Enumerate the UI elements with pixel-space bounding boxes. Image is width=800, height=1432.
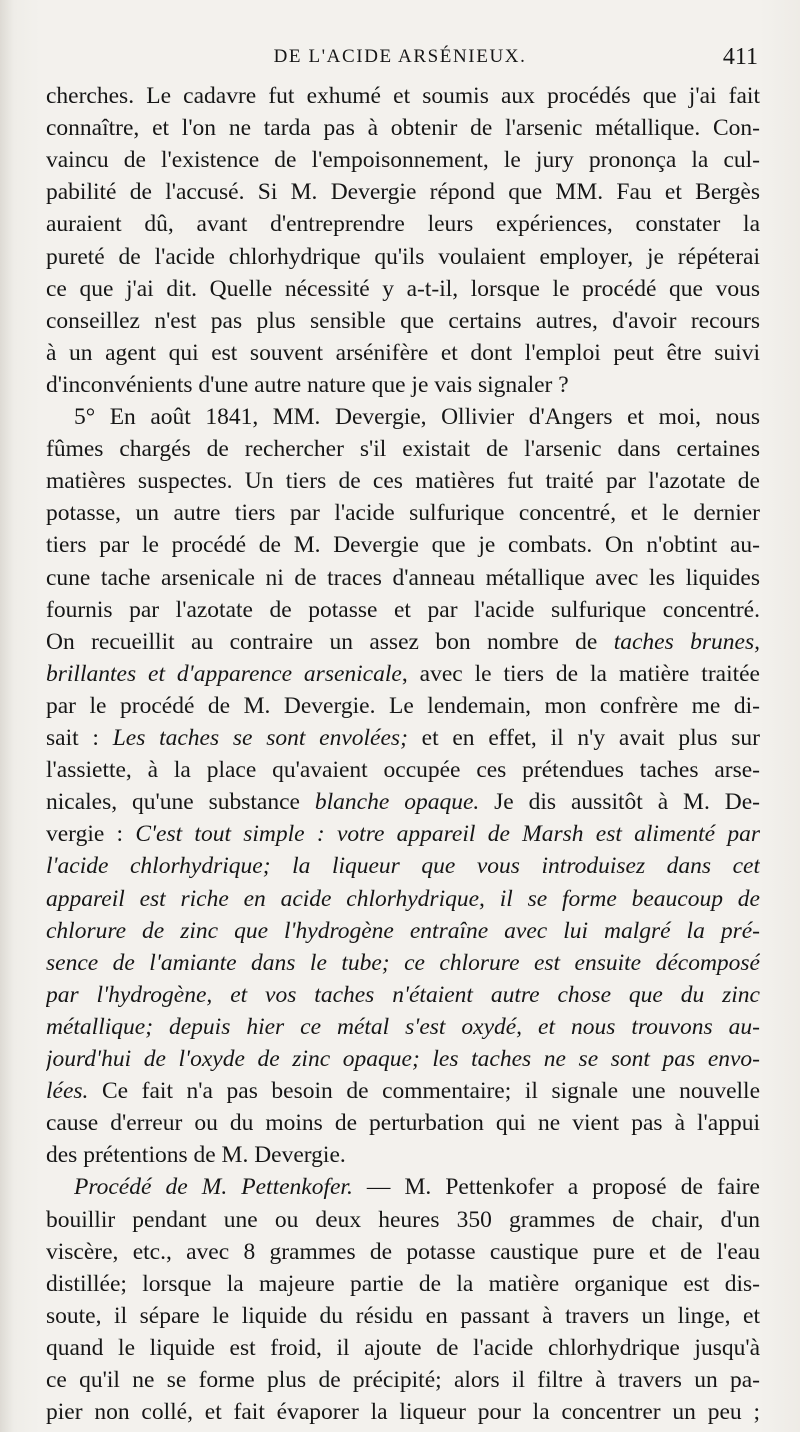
text-line: [46, 754, 760, 786]
text-segment: vergie :: [46, 821, 136, 848]
text-line: [46, 947, 760, 979]
text-segment: pabilité de l'accusé. Si M. Devergie répond que MM. Fau et Bergès: [46, 179, 760, 206]
text-segment: On recueillit au contraire un assez bon nombre de: [46, 628, 614, 655]
text-segment: sait :: [46, 725, 113, 751]
text-line: [46, 208, 760, 240]
text-line: [46, 369, 760, 401]
text-segment: viscère, etc., avec 8 grammes de potasse caustique pure et de l'eau: [46, 1238, 760, 1265]
text-line: [46, 176, 760, 208]
text-segment: bouillir pendant une ou deux heures 350 grammes de chair, d'un: [46, 1206, 760, 1233]
text-segment: cune tache arsenicale ni de traces d'anneau métallique avec les liquides: [46, 564, 760, 591]
italic-segment: chlorure de zinc que l'hydrogène entraîne avec lui malgré la pré-: [46, 917, 760, 944]
text-segment: auraient dû, avant d'entreprendre leurs expériences, constater la: [46, 211, 760, 238]
text-line: [46, 529, 760, 561]
italic-segment: Procédé de M. Pettenkofer.: [74, 1174, 353, 1201]
text-segment: Ce fait n'a pas besoin de commentaire; il signale une nouvelle: [88, 1078, 760, 1105]
italic-segment: blanche opaque.: [314, 789, 480, 816]
text-line: [46, 80, 760, 112]
text-line: [46, 144, 760, 176]
text-line: [46, 337, 760, 369]
text-segment: l'assiette, à la place qu'avaient occupée ces prétendues taches arse-: [46, 757, 760, 784]
italic-segment: taches brunes,: [613, 628, 760, 655]
text-segment: soute, il sépare le liquide du résidu en passant à travers un linge, et: [46, 1302, 760, 1329]
text-segment: potasse, un autre tiers par l'acide sulfurique concentré, et le dernier: [46, 500, 760, 527]
text-segment: ce que j'ai dit. Quelle nécessité y a-t-il, lorsque le procédé que vous: [46, 275, 760, 302]
text-line: [46, 594, 760, 626]
text-segment: des prétentions de M. Devergie.: [46, 1142, 346, 1169]
text-line: [46, 850, 760, 882]
text-line: [46, 818, 760, 850]
text-line: [46, 562, 760, 594]
italic-segment: métallique; depuis hier ce métal s'est oxydé, et nous trouvons au-: [46, 1013, 760, 1040]
text-line: [46, 1139, 760, 1171]
text-line: [46, 1011, 760, 1043]
text-segment: vaincu de l'existence de l'empoisonnement, le jury prononça la cul-: [46, 147, 760, 174]
text-line: [46, 433, 760, 465]
running-head: [0, 44, 800, 74]
text-segment: 5° En août 1841, MM. Devergie, Ollivier d'Angers et moi, nous: [74, 404, 760, 430]
text-line: [74, 401, 760, 433]
text-line: [46, 465, 760, 497]
text-segment: quand le liquide est froid, il ajoute de l'acide chlorhydrique jusqu'à: [46, 1334, 760, 1361]
italic-segment: l'acide chlorhydrique; la liqueur que vous introduisez dans cet: [46, 853, 760, 880]
italic-segment: Les taches se sont envolées;: [112, 725, 408, 751]
text-segment: à un agent qui est souvent arsénifère et dont l'emploi peut être suivi: [46, 339, 760, 366]
text-line: [46, 112, 760, 144]
italic-segment: sence de l'amiante dans le tube; ce chlorure est ensuite décomposé: [46, 949, 760, 976]
text-segment: , avec le tiers de la matière traitée: [401, 660, 760, 687]
text-line: [46, 305, 760, 337]
text-segment: et en effet, il n'y avait plus sur: [407, 725, 760, 751]
text-line: [46, 273, 760, 305]
italic-segment: appareil est riche en acide chlorhydrique, il se forme beaucoup de: [46, 885, 760, 912]
italic-segment: jourd'hui de l'oxyde de zinc opaque; les taches ne se sont pas envo-: [46, 1046, 760, 1072]
text-line: [46, 1332, 760, 1364]
text-segment: fûmes chargés de rechercher s'il existait de l'arsenic dans certaines: [46, 436, 760, 463]
text-line: [46, 626, 760, 658]
text-segment: fournis par l'azotate de potasse et par l'acide sulfurique concentré.: [46, 596, 760, 623]
italic-segment: par l'hydrogène, et vos taches n'étaient autre chose que du zinc: [46, 981, 760, 1008]
text-line: [46, 883, 760, 915]
text-segment: cherches. Le cadavre fut exhumé et soumis aux procédés que j'ai fait: [46, 83, 760, 109]
text-segment: cause d'erreur ou du moins de perturbation qui ne vient pas à l'appui: [46, 1110, 760, 1137]
text-line: [46, 1268, 760, 1300]
text-line: [46, 241, 760, 273]
text-line: [46, 1107, 760, 1139]
text-line: [46, 1236, 760, 1268]
running-head-title: DE L'ACIDE ARSÉNIEUX.: [273, 46, 527, 67]
text-segment: conseillez n'est pas plus sensible que certains autres, d'avoir recours: [46, 307, 760, 334]
text-line: [46, 915, 760, 947]
text-segment: tiers par le procédé de M. Devergie que je combats. On n'obtint au-: [46, 532, 760, 559]
text-segment: ce qu'il ne se forme plus de précipité; alors il filtre à travers un pa-: [46, 1367, 760, 1393]
italic-segment: brillantes et d'apparence arsenicale: [46, 660, 402, 687]
text-segment: matières suspectes. Un tiers de ces matières fut traité par l'azotate de: [46, 468, 760, 495]
text-line: [46, 690, 760, 722]
text-segment: d'inconvénients d'une autre nature que je vais signaler ?: [46, 371, 569, 398]
text-segment: connaître, et l'on ne tarda pas à obtenir de l'arsenic métallique. Con-: [46, 115, 760, 142]
text-segment: par le procédé de M. Devergie. Le lendemain, mon confrère me di-: [46, 692, 760, 719]
text-line: [46, 1043, 760, 1075]
text-line: [46, 1075, 760, 1107]
text-segment: pier non collé, et fait évaporer la liqueur pour la concentrer un peu ;: [46, 1399, 760, 1426]
page-number: 411: [722, 44, 758, 70]
italic-segment: lées.: [46, 1078, 89, 1105]
text-segment: pureté de l'acide chlorhydrique qu'ils voulaient employer, je répéterai: [46, 243, 760, 270]
text-line: [46, 786, 760, 818]
text-segment: distillée; lorsque la majeure partie de la matière organique est dis-: [46, 1270, 760, 1297]
text-line: [46, 722, 760, 754]
text-line: [46, 1204, 760, 1236]
text-line: [46, 1300, 760, 1332]
text-segment: Je dis aussitôt à M. De-: [479, 789, 760, 816]
text-line: [46, 1396, 760, 1428]
text-line: [46, 658, 760, 690]
text-segment: — M. Pettenkofer a proposé de faire: [352, 1174, 760, 1201]
text-line: [46, 1364, 760, 1396]
text-segment: nicales, qu'une substance: [46, 789, 315, 816]
italic-segment: C'est tout simple : votre appareil de Marsh est alimenté par: [135, 821, 760, 848]
text-line: [74, 1171, 760, 1203]
text-line: [46, 979, 760, 1011]
text-line: [46, 497, 760, 529]
